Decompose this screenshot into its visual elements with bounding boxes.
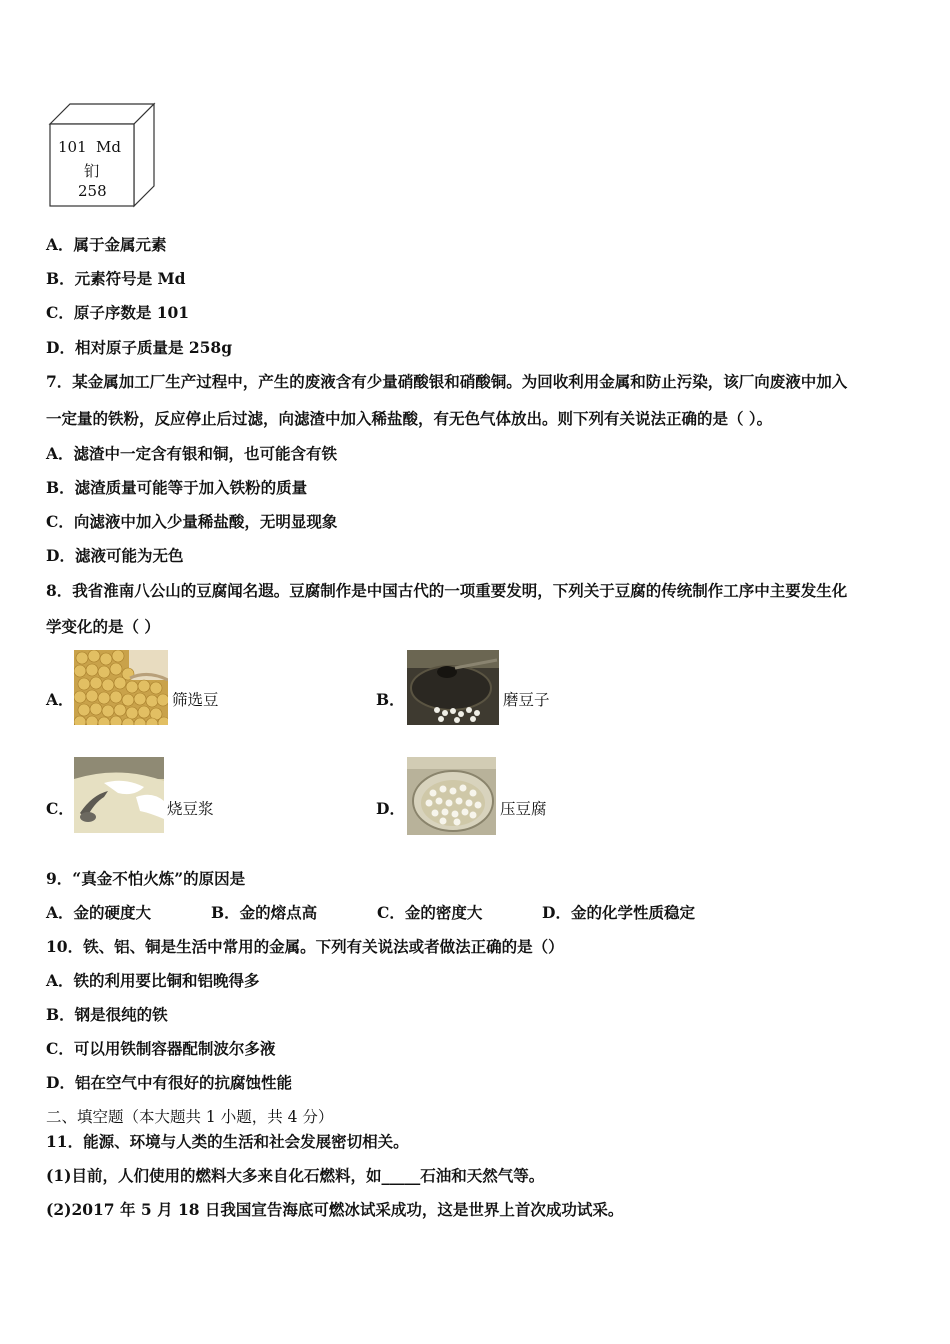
q9-option-c: C．金的密度大 (377, 903, 483, 922)
q8-option-c-text: 烧豆浆 (167, 800, 214, 818)
element-mass: 258 (78, 182, 107, 200)
q8-option-a-text: 筛选豆 (172, 691, 219, 709)
q8-option-b-text: 磨豆子 (503, 691, 550, 709)
q7-option-c: C．向滤液中加入少量稀盐酸，无明显现象 (46, 512, 338, 531)
q8-option-a-label: A． (46, 690, 74, 709)
q7-option-a: A．滤渣中一定含有银和铜，也可能含有铁 (46, 444, 338, 463)
q6-option-b: B．元素符号是 Md (46, 269, 186, 288)
q10-option-a: A．铁的利用要比铜和铝晚得多 (46, 971, 260, 990)
q11-part2: (2)2017 年 5 月 18 日我国宣告海底可燃冰试采成功，这是世界上首次成功试采。 (46, 1200, 624, 1219)
q10-option-d: D．铝在空气中有很好的抗腐蚀性能 (46, 1073, 292, 1092)
q11-part1: (1)目前，人们使用的燃料大多来自化石燃料，如_____石油和天然气等。 (46, 1166, 545, 1185)
q10-stem: 10．铁、铝、铜是生活中常用的金属。下列有关说法或者做法正确的是（） (46, 937, 564, 956)
q8-stem-line2: 学变化的是（ ） (46, 617, 160, 636)
section-heading: 二、填空题（本大题共 1 小题，共 4 分） (46, 1108, 334, 1126)
q9-option-b: B．金的熔点高 (211, 903, 318, 922)
q8-stem-line1: 8．我省淮南八公山的豆腐闻名遐。豆腐制作是中国古代的一项重要发明，下列关于豆腐的传统制作工序中主要发生化 (46, 581, 848, 600)
q6-option-c: C．原子序数是 101 (46, 303, 190, 322)
q8-option-d-text: 压豆腐 (500, 800, 547, 818)
q7-option-d: D．滤液可能为无色 (46, 546, 184, 565)
soybeans-image (74, 650, 168, 725)
q9-option-a: A．金的硬度大 (46, 903, 152, 922)
q8-option-c-label: C． (46, 799, 74, 818)
stone-mill-image (407, 650, 499, 725)
q11-stem: 11．能源、环境与人类的生活和社会发展密切相关。 (46, 1132, 409, 1151)
q6-option-d: D．相对原子质量是 258g (46, 338, 233, 357)
q9-option-d: D．金的化学性质稳定 (542, 903, 695, 922)
q8-option-d-label: D． (376, 799, 405, 818)
q10-option-b: B．钢是很纯的铁 (46, 1005, 168, 1024)
element-symbol: Md (96, 138, 121, 156)
q7-option-b: B．滤渣质量可能等于加入铁粉的质量 (46, 478, 308, 497)
soymilk-pot-image (74, 757, 164, 833)
q6-option-a: A．属于金属元素 (46, 235, 167, 254)
element-card (48, 102, 156, 210)
q10-option-c: C．可以用铁制容器配制波尔多液 (46, 1039, 276, 1058)
q7-stem-line2: 一定量的铁粉，反应停止后过滤，向滤渣中加入稀盐酸，有无色气体放出。则下列有关说法正确的是（ ）。 (46, 409, 773, 428)
q7-stem-line1: 7．某金属加工厂生产过程中，产生的废液含有少量硝酸银和硝酸铜。为回收利用金属和防止污染，该厂向废液中加入 (46, 372, 848, 391)
pressing-tofu-image (407, 757, 496, 835)
q8-option-b-label: B． (376, 690, 405, 709)
element-name: 钔 (84, 162, 100, 180)
element-number: 101 (58, 138, 87, 156)
q9-stem: 9．“真金不怕火炼”的原因是 (46, 869, 246, 888)
